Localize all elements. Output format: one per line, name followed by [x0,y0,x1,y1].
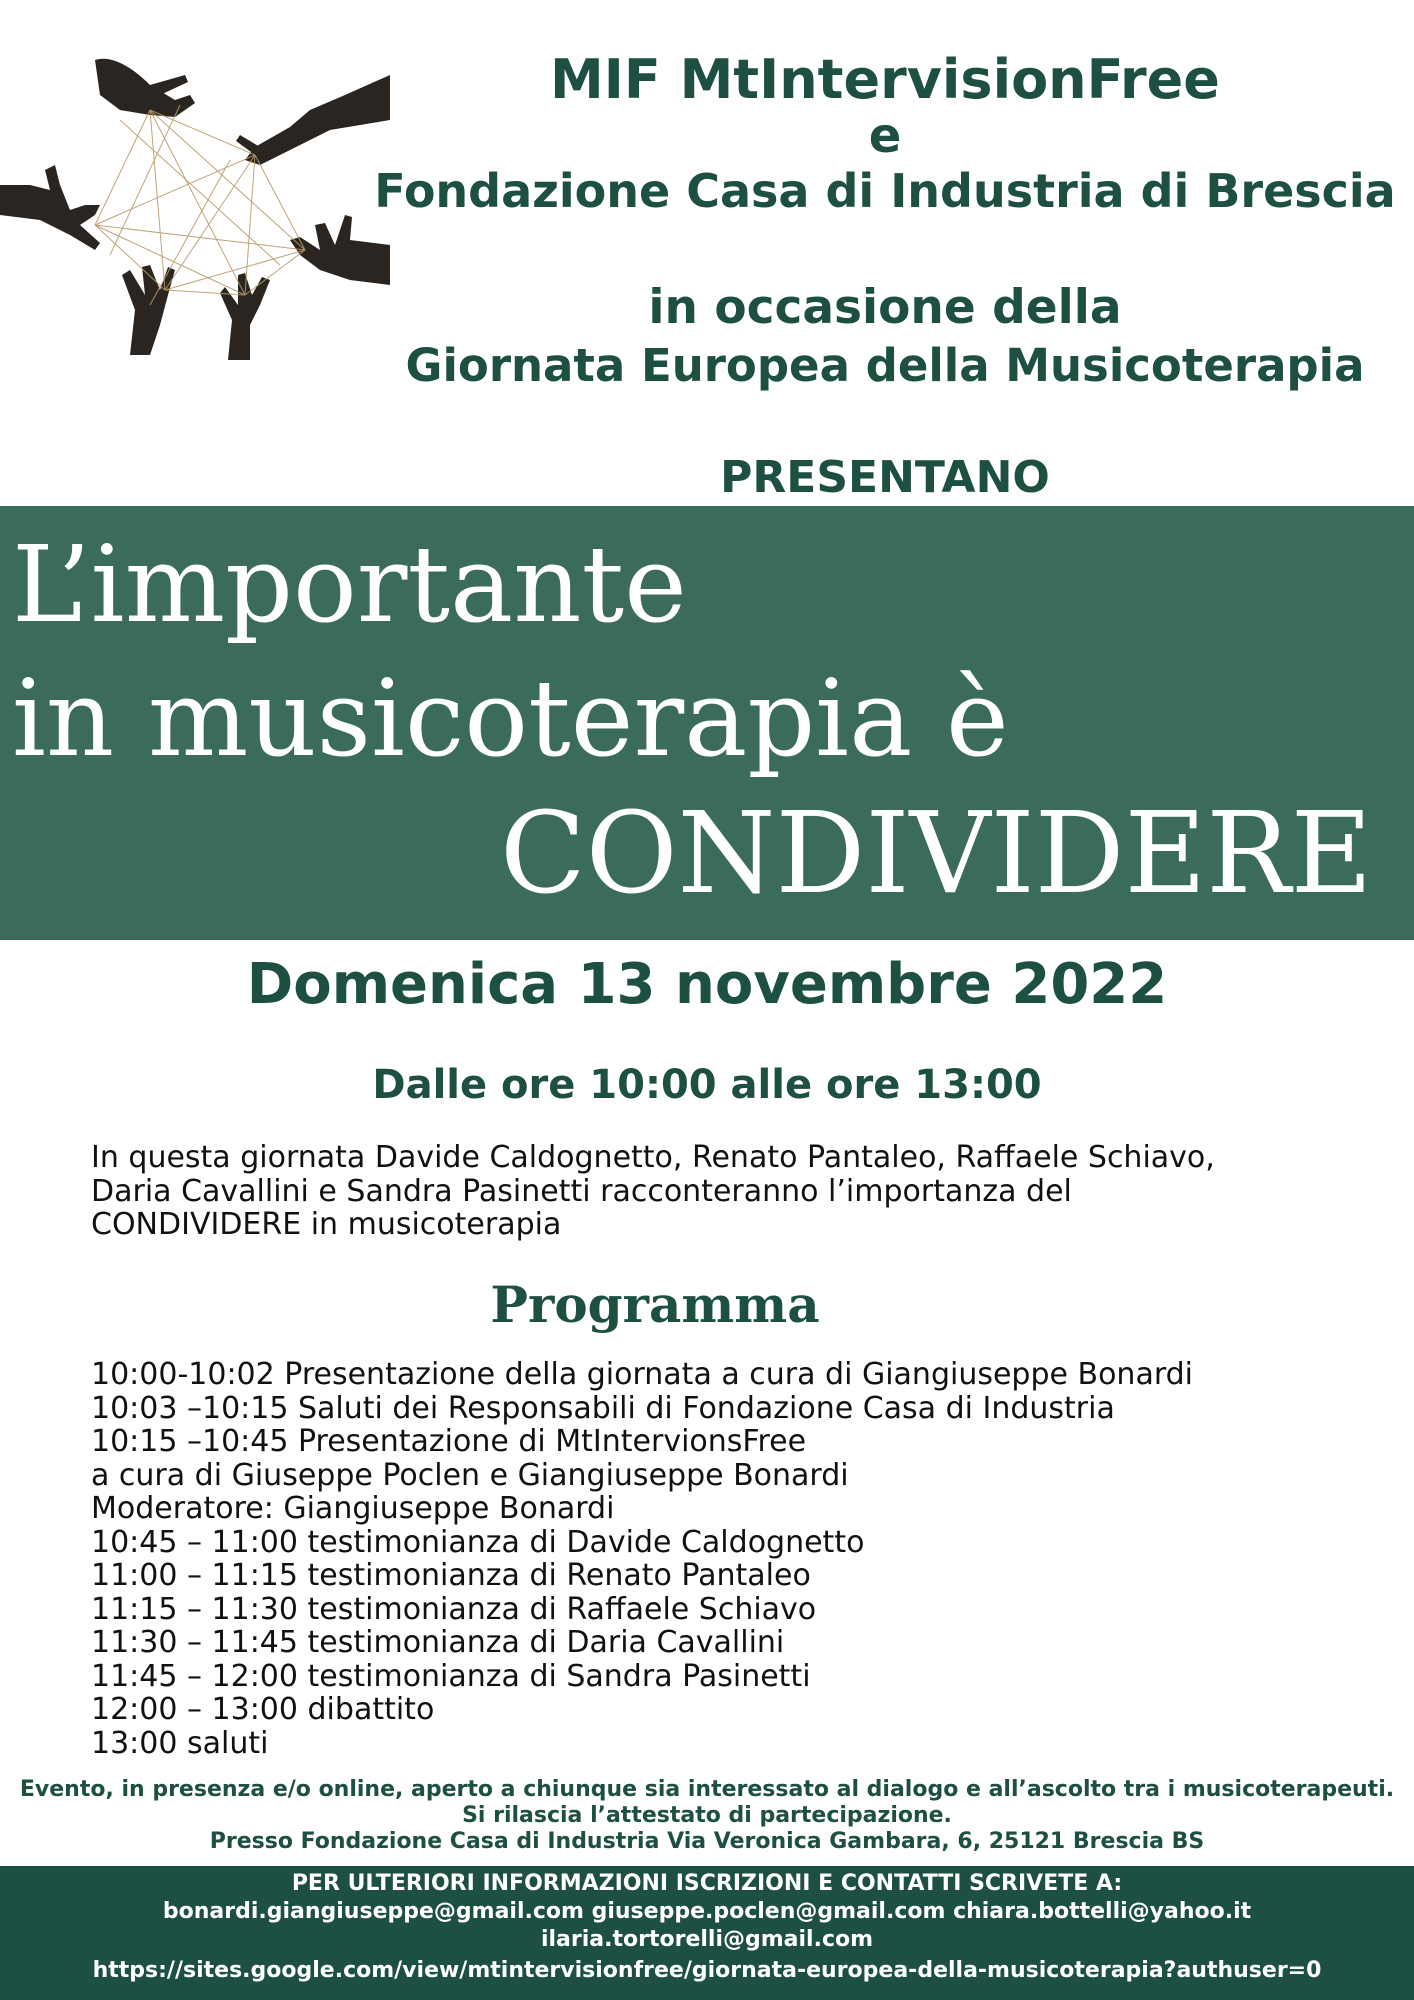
programma-item: 10:45 – 11:00 testimonianza di Davide Caldognetto [91,1524,865,1560]
occasion-line2: Giornata Europea della Musicoterapia [405,339,1365,392]
programma-item: 10:03 –10:15 Saluti dei Responsabili di Fondazione Casa di Industria [91,1390,1115,1426]
occasion-line1: in occasione della [648,280,1122,335]
programma-list [91,1358,1391,1760]
programma-item: 10:00-10:02 Presentazione della giornata a cura di Giangiuseppe Bonardi [91,1357,1194,1392]
org1-title: MIF MtIntervisionFree [550,48,1220,111]
presentano-label: PRESENTANO [720,452,1050,503]
programma-item: 11:45 – 12:00 testimonianza di Sandra Pasinetti [91,1658,811,1694]
intro-paragraph [91,1141,1391,1242]
intro-line: Daria Cavallini e Sandra Pasinetti racconteranno l’importanza del [91,1173,1072,1209]
title-line1: L’importante [12,523,687,646]
title-line2: in musicoterapia è [12,657,1009,780]
programma-item: 11:15 – 11:30 testimonianza di Raffaele Schiavo [91,1591,817,1627]
programma-item: a cura di Giuseppe Poclen e Giangiuseppe Bonardi [91,1457,849,1493]
programma-item: 11:00 – 11:15 testimonianza di Renato Pantaleo [91,1558,811,1593]
intro-line: CONDIVIDERE in musicoterapia [91,1207,562,1242]
programma-heading: Programma [490,1275,820,1334]
footer-line1: PER ULTERIORI INFORMAZIONI ISCRIZIONI E CONTATTI SCRIVETE A: [291,1871,1123,1896]
org2-title: Fondazione Casa di Industria di Brescia [374,164,1396,218]
programma-item: 13:00 saluti [91,1725,269,1761]
footer-url-link[interactable]: https://sites.google.com/view/mtintervisionfree/giornata-europea-della-musicoterapia?authuser=0 [92,1958,1322,1983]
notes-line2: Si rilascia l’attestato di partecipazione. [462,1803,952,1828]
hands-string-image [0,55,390,365]
footer-emails[interactable]: bonardi.giangiuseppe@gmail.com giuseppe.poclen@gmail.com chiara.bottelli@yahoo.it [162,1899,1252,1924]
programma-item: 10:15 –10:45 Presentazione di MtIntervionsFree [91,1424,807,1459]
intro-line: In questa giornata Davide Caldognetto, Renato Pantaleo, Raffaele Schiavo, [91,1140,1215,1175]
notes-line1: Evento, in presenza e/o online, aperto a chiunque sia interessato al dialogo e all’ascolto tra i musicoterapeuti. [19,1777,1395,1802]
title-line3: CONDIVIDERE [500,789,1373,919]
notes-line3: Presso Fondazione Casa di Industria Via Veronica Gambara, 6, 25121 Brescia BS [209,1829,1205,1854]
programma-item: Moderatore: Giangiuseppe Bonardi [91,1491,615,1526]
conjunction-text: e [868,108,902,164]
programma-item: 11:30 – 11:45 testimonianza di Daria Cavallini [91,1625,785,1660]
event-date: Domenica 13 novembre 2022 [246,952,1168,1017]
programma-item: 12:00 – 13:00 dibattito [91,1692,435,1727]
footer-email-ilaria[interactable]: ilaria.tortorelli@gmail.com [540,1927,874,1952]
event-time: Dalle ore 10:00 alle ore 13:00 [372,1062,1042,1108]
